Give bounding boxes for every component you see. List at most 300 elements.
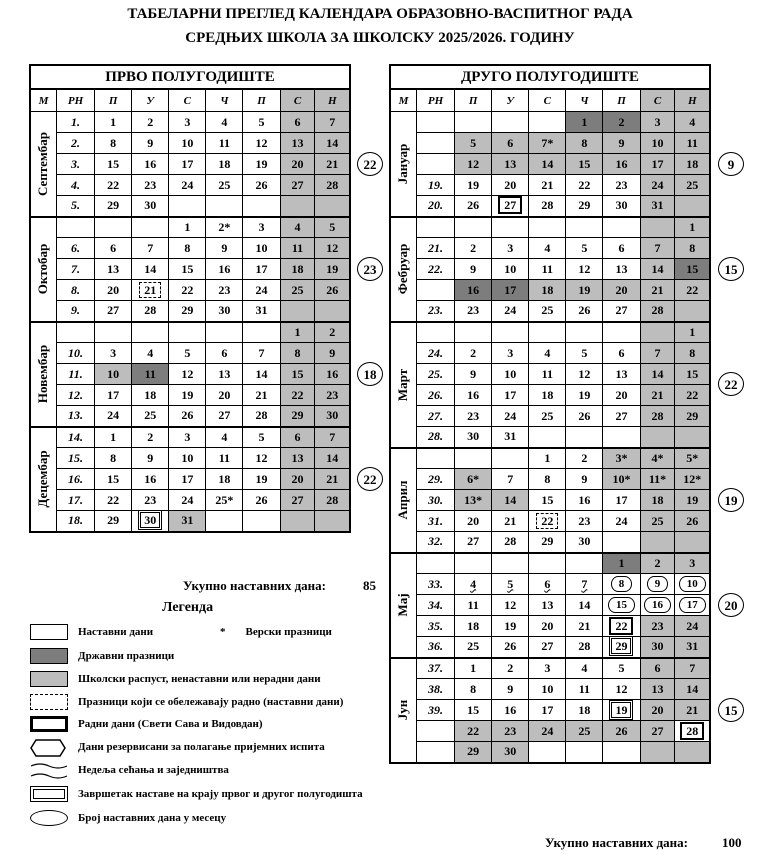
day-cell (529, 322, 566, 343)
week-number: 30. (416, 490, 454, 511)
day-cell: 30 (492, 742, 529, 763)
second-half-title: ДРУГО ПОЛУГОДИШТЕ (389, 64, 711, 89)
day-cell: 6 (95, 238, 132, 259)
month-day-count: 18 (357, 362, 383, 386)
week-number: 28. (416, 427, 454, 448)
day-cell: 2* (206, 217, 243, 238)
week-number: 9. (56, 301, 94, 322)
day-cell: 20 (455, 511, 492, 532)
week-number: 16. (56, 469, 94, 490)
day-cell: 3 (640, 112, 675, 133)
month-day-count: 23 (357, 257, 383, 281)
day-cell: 16 (206, 259, 243, 280)
day-cell: 17 (169, 469, 206, 490)
day-cell: 17 (603, 490, 640, 511)
day-cell: 12 (455, 154, 492, 175)
day-cell: 25 (529, 406, 566, 427)
month-day-count: 20 (718, 593, 744, 617)
day-cell (675, 301, 710, 322)
column-header: У (492, 89, 529, 112)
day-cell: 3 (243, 217, 280, 238)
day-cell: 27 (492, 196, 529, 217)
day-cell: 24 (492, 301, 529, 322)
legend-item (30, 624, 153, 640)
day-cell: 13 (492, 154, 529, 175)
day-cell: 22 (675, 385, 710, 406)
day-cell (95, 217, 132, 238)
day-cell (280, 196, 315, 217)
second-half-table (389, 88, 711, 764)
day-cell: 25 (566, 721, 603, 742)
day-cell: 27 (603, 406, 640, 427)
day-cell: 23 (492, 721, 529, 742)
day-cell: 30 (132, 511, 169, 532)
day-cell: 8 (675, 343, 710, 364)
week-row (390, 154, 710, 175)
column-header: П (243, 89, 280, 112)
week-row (390, 406, 710, 427)
day-cell: 14 (315, 448, 350, 469)
month-name: Јун (390, 658, 416, 763)
week-row (30, 175, 350, 196)
legend-item (30, 786, 363, 802)
month-day-count: 19 (718, 488, 744, 512)
day-cell: 4 (529, 343, 566, 364)
day-cell: 7 (243, 343, 280, 364)
week-number (416, 322, 454, 343)
day-cell: 14 (315, 133, 350, 154)
day-cell: 1 (455, 658, 492, 679)
day-cell: 28 (243, 406, 280, 427)
day-cell: 6 (640, 658, 675, 679)
day-cell: 26 (243, 490, 280, 511)
day-cell: 23 (603, 175, 640, 196)
week-number: 15. (56, 448, 94, 469)
day-cell: 9 (455, 259, 492, 280)
week-number: 20. (416, 196, 454, 217)
week-row (390, 721, 710, 742)
day-cell: 8 (529, 469, 566, 490)
day-cell: 25 (455, 637, 492, 658)
month-day-count: 22 (718, 372, 744, 396)
day-cell: 2 (640, 553, 675, 574)
week-row (390, 742, 710, 763)
month-name: Децембар (30, 427, 56, 532)
title-line-1: ТАБЕЛАРНИ ПРЕГЛЕД КАЛЕНДАРА ОБРАЗОВНО-ВАСПИТНОГ РАДА (127, 6, 633, 22)
day-cell: 7* (529, 133, 566, 154)
day-cell: 1 (566, 112, 603, 133)
first-half-total: 85 (363, 578, 376, 593)
day-cell (315, 196, 350, 217)
day-cell: 14 (132, 259, 169, 280)
legend-label: Завршетак наставе на крају првог и другог полугодишта (78, 788, 363, 800)
day-cell: 14 (640, 364, 675, 385)
day-cell: 23 (455, 301, 492, 322)
week-row (390, 175, 710, 196)
day-cell: 23 (455, 406, 492, 427)
day-cell: 10 (169, 133, 206, 154)
day-cell: 7 (640, 238, 675, 259)
week-number: 8. (56, 280, 94, 301)
month-day-count: 15 (718, 257, 744, 281)
day-cell: 20 (640, 700, 675, 721)
day-cell: 27 (640, 721, 675, 742)
week-row (30, 133, 350, 154)
week-number: 19. (416, 175, 454, 196)
day-cell: 23 (640, 616, 675, 637)
day-cell: 19 (315, 259, 350, 280)
legend-swatch (30, 694, 68, 710)
week-row (390, 112, 710, 133)
day-cell: 19 (492, 616, 529, 637)
week-row (30, 427, 350, 448)
column-header: С (640, 89, 675, 112)
week-row (390, 490, 710, 511)
column-header: Н (315, 89, 350, 112)
day-cell (455, 217, 492, 238)
day-cell: 30 (566, 532, 603, 553)
day-cell: 13 (206, 364, 243, 385)
day-cell (315, 301, 350, 322)
day-cell (280, 511, 315, 532)
day-cell: 10 (243, 238, 280, 259)
legend-label: Радни дани (Свети Сава и Видовдан) (78, 718, 263, 730)
day-cell: 9 (603, 133, 640, 154)
week-row (390, 553, 710, 574)
day-cell: 10 (640, 133, 675, 154)
day-cell: 15 (566, 154, 603, 175)
week-row (30, 511, 350, 532)
legend-item (30, 739, 325, 755)
month-day-count: 22 (357, 152, 383, 176)
month-day-count: 22 (357, 467, 383, 491)
day-cell: 4* (640, 448, 675, 469)
second-half-total-label: Укупно наставних дана: (545, 835, 688, 850)
day-cell: 25 (206, 175, 243, 196)
day-cell: 12 (243, 448, 280, 469)
day-cell: 10* (603, 469, 640, 490)
day-cell: 29 (675, 406, 710, 427)
day-cell: 14 (243, 364, 280, 385)
day-cell: 29 (455, 742, 492, 763)
legend-label: Државни празници (78, 650, 175, 662)
week-number (56, 217, 94, 238)
day-cell: 6 (603, 343, 640, 364)
day-cell: 7 (566, 574, 603, 595)
day-cell: 24 (640, 175, 675, 196)
day-cell: 5 (315, 217, 350, 238)
week-row (30, 154, 350, 175)
week-row (30, 280, 350, 301)
day-cell: 28 (640, 301, 675, 322)
week-row (390, 322, 710, 343)
week-number: 34. (416, 595, 454, 616)
month-name: Септембар (30, 112, 56, 217)
day-cell: 27 (280, 175, 315, 196)
day-cell (206, 196, 243, 217)
day-cell: 5 (243, 112, 280, 133)
day-cell: 3* (603, 448, 640, 469)
day-cell: 30 (603, 196, 640, 217)
day-cell: 5 (566, 238, 603, 259)
day-cell: 25 (675, 175, 710, 196)
day-cell: 15 (603, 595, 640, 616)
day-cell: 28 (640, 406, 675, 427)
day-cell: 8 (603, 574, 640, 595)
day-cell: 31 (492, 427, 529, 448)
day-cell: 27 (603, 301, 640, 322)
week-row (390, 385, 710, 406)
week-number: 23. (416, 301, 454, 322)
week-row (390, 238, 710, 259)
day-cell (603, 742, 640, 763)
day-cell: 3 (492, 238, 529, 259)
day-cell: 9 (640, 574, 675, 595)
day-cell: 18 (455, 616, 492, 637)
day-cell: 7 (492, 469, 529, 490)
day-cell (243, 511, 280, 532)
week-number: 18. (56, 511, 94, 532)
day-cell: 14 (675, 679, 710, 700)
day-cell: 13 (280, 448, 315, 469)
day-cell: 27 (206, 406, 243, 427)
day-cell: 25* (206, 490, 243, 511)
week-row (390, 658, 710, 679)
week-row (390, 637, 710, 658)
day-cell (640, 217, 675, 238)
week-number: 36. (416, 637, 454, 658)
day-cell: 6* (455, 469, 492, 490)
legend-label: Наставни дани (78, 626, 154, 638)
legend-swatch (30, 648, 68, 664)
day-cell: 7 (315, 112, 350, 133)
day-cell: 22 (280, 385, 315, 406)
day-cell: 11 (566, 679, 603, 700)
day-cell (95, 322, 132, 343)
column-header: П (95, 89, 132, 112)
day-cell: 15 (280, 364, 315, 385)
day-cell: 9 (492, 679, 529, 700)
day-cell: 24 (529, 721, 566, 742)
legend-item (30, 648, 174, 664)
day-cell (640, 427, 675, 448)
day-cell: 28 (566, 637, 603, 658)
month-name: Новембар (30, 322, 56, 427)
day-cell: 22 (169, 280, 206, 301)
day-cell: 15 (529, 490, 566, 511)
day-cell: 10 (529, 679, 566, 700)
month-day-count: 9 (718, 152, 744, 176)
week-number: 17. (56, 490, 94, 511)
day-cell: 19 (566, 385, 603, 406)
day-cell: 12 (243, 133, 280, 154)
day-cell: 29 (529, 532, 566, 553)
day-cell: 21 (529, 175, 566, 196)
day-cell (206, 322, 243, 343)
week-number: 31. (416, 511, 454, 532)
day-cell: 26 (492, 637, 529, 658)
legend-item (30, 671, 321, 687)
day-cell: 4 (566, 658, 603, 679)
day-cell: 29 (280, 406, 315, 427)
day-cell: 21 (315, 469, 350, 490)
day-cell (675, 742, 710, 763)
first-half-table (29, 88, 351, 533)
day-cell: 17 (243, 259, 280, 280)
day-cell: 4 (675, 112, 710, 133)
day-cell: 26 (675, 511, 710, 532)
week-row (390, 574, 710, 595)
day-cell (206, 511, 243, 532)
day-cell (455, 553, 492, 574)
column-header: РН (416, 89, 454, 112)
day-cell: 2 (492, 658, 529, 679)
day-cell: 2 (455, 238, 492, 259)
day-cell (455, 322, 492, 343)
day-cell: 28 (132, 301, 169, 322)
day-cell: 13 (603, 259, 640, 280)
legend-label: Празници који се обележавају радно (наставни дани) (78, 696, 344, 708)
week-row (30, 112, 350, 133)
day-cell: 28 (315, 175, 350, 196)
day-cell (640, 322, 675, 343)
day-cell (603, 217, 640, 238)
day-cell: 24 (243, 280, 280, 301)
day-cell: 6 (603, 238, 640, 259)
day-cell: 17 (640, 154, 675, 175)
day-cell (455, 112, 492, 133)
day-cell: 7 (675, 658, 710, 679)
day-cell: 14 (492, 490, 529, 511)
week-number (56, 322, 94, 343)
day-cell: 20 (95, 280, 132, 301)
day-cell: 18 (640, 490, 675, 511)
column-header: Н (675, 89, 710, 112)
day-cell: 21 (492, 511, 529, 532)
week-row (390, 196, 710, 217)
day-cell: 11 (529, 259, 566, 280)
day-cell: 27 (529, 637, 566, 658)
day-cell (529, 217, 566, 238)
day-cell: 7 (315, 427, 350, 448)
day-cell: 17 (169, 154, 206, 175)
day-cell: 14 (529, 154, 566, 175)
day-cell: 19 (603, 700, 640, 721)
day-cell: 9 (566, 469, 603, 490)
week-row (30, 217, 350, 238)
day-cell: 11 (280, 238, 315, 259)
day-cell: 11 (206, 448, 243, 469)
day-cell: 28 (492, 532, 529, 553)
day-cell: 17 (675, 595, 710, 616)
day-cell: 27 (280, 490, 315, 511)
day-cell: 1 (95, 112, 132, 133)
day-cell: 24 (492, 406, 529, 427)
day-cell: 5 (603, 658, 640, 679)
day-cell (529, 742, 566, 763)
week-row (390, 448, 710, 469)
day-cell: 18 (675, 154, 710, 175)
week-number (416, 133, 454, 154)
day-cell: 20 (280, 154, 315, 175)
week-row (390, 595, 710, 616)
week-row (30, 259, 350, 280)
day-cell: 18 (566, 700, 603, 721)
day-cell: 24 (169, 175, 206, 196)
day-cell: 1 (529, 448, 566, 469)
legend-swatch (30, 716, 68, 732)
week-number (416, 154, 454, 175)
day-cell: 20 (529, 616, 566, 637)
day-cell: 26 (603, 721, 640, 742)
day-cell: 17 (95, 385, 132, 406)
day-cell (132, 217, 169, 238)
day-cell: 31 (640, 196, 675, 217)
day-cell: 1 (603, 553, 640, 574)
day-cell: 24 (675, 616, 710, 637)
week-row (390, 679, 710, 700)
day-cell: 16 (640, 595, 675, 616)
day-cell: 13 (529, 595, 566, 616)
day-cell: 24 (95, 406, 132, 427)
legend-item (30, 762, 229, 778)
day-cell: 23 (132, 175, 169, 196)
day-cell: 29 (95, 196, 132, 217)
first-half-title: ПРВО ПОЛУГОДИШТЕ (29, 64, 351, 89)
column-header: С (280, 89, 315, 112)
legend-label: Школски распуст, ненаставни или нерадни дани (78, 673, 321, 685)
day-cell: 11 (675, 133, 710, 154)
day-cell: 21 (640, 385, 675, 406)
day-cell: 26 (455, 196, 492, 217)
day-cell: 9 (132, 133, 169, 154)
day-cell: 28 (315, 490, 350, 511)
day-cell: 5 (492, 574, 529, 595)
week-number: 38. (416, 679, 454, 700)
day-cell: 8 (566, 133, 603, 154)
day-cell: 22 (566, 175, 603, 196)
day-cell: 1 (280, 322, 315, 343)
day-cell: 20 (603, 385, 640, 406)
day-cell: 25 (640, 511, 675, 532)
day-cell: 4 (529, 238, 566, 259)
first-half-total-label: Укупно наставних дана: (183, 578, 326, 593)
day-cell: 4 (206, 112, 243, 133)
week-row (30, 385, 350, 406)
day-cell: 17 (492, 280, 529, 301)
day-cell: 20 (603, 280, 640, 301)
day-cell: 31 (243, 301, 280, 322)
day-cell: 18 (132, 385, 169, 406)
column-header: РН (56, 89, 94, 112)
week-number: 27. (416, 406, 454, 427)
day-cell: 21 (132, 280, 169, 301)
day-cell: 20 (280, 469, 315, 490)
day-cell: 12* (675, 469, 710, 490)
day-cell: 12 (492, 595, 529, 616)
day-cell (566, 322, 603, 343)
day-cell: 19 (455, 175, 492, 196)
day-cell: 30 (315, 406, 350, 427)
day-cell: 12 (315, 238, 350, 259)
week-number: 29. (416, 469, 454, 490)
day-cell: 2 (315, 322, 350, 343)
column-header: М (390, 89, 416, 112)
week-number (416, 112, 454, 133)
day-cell: 11* (640, 469, 675, 490)
week-row (30, 469, 350, 490)
title-line-2: СРЕДЊИХ ШКОЛА ЗА ШКОЛСКУ 2025/2026. ГОДИНУ (185, 30, 575, 46)
